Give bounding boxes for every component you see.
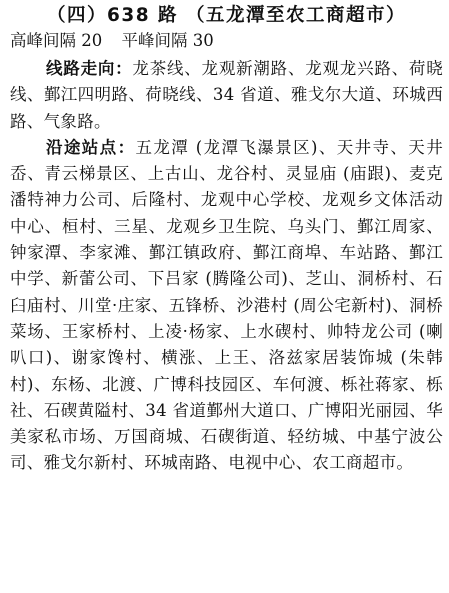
route-path-paragraph	[10, 56, 443, 135]
route-path-label: 线路走向：	[46, 59, 133, 78]
stops-text: 五龙潭 (龙潭飞瀑景区)、天井寺、天井岙、青云梯景区、上古山、龙谷村、灵显庙 (庙跟)、麦克潘特神力公司、后隆村、龙观中心学校、龙观乡文体活动中心、桓村、三星、龙观乡卫生院、乌头门、鄞江周家、钟家潭、李家滩、鄞江镇政府、鄞江商埠、车站路、鄞江中学、新蕾公司、下吕家 (腾隆公司)、芝山、洞桥村、石臼庙村、川堂·庄家、五锋桥、沙港村 (周公宅新村)、洞桥菜场、王家桥村、上凌·杨家、上水碶村、帅特龙公司 (喇叭口)、谢家馋村、横涨、上王、洛兹家居装饰城 (朱韩村)、东杨、北渡、广博科技园区、车何渡、栎社蒋家、栎社、石碶黄隘村、34 省道鄞州大道口、广博阳光丽园、华美家私市场、万国商城、石碶街道、轻纺城、中基宁波公司、雅戈尔新村、环城南路、电视中心、农工商超市。	[10, 137, 444, 473]
peak-interval: 高峰间隔 20	[10, 31, 103, 50]
stops-paragraph	[10, 135, 443, 477]
stops-label: 沿途站点：	[46, 137, 136, 157]
route-path-text: 龙茶线、龙观新潮路、龙观龙兴路、荷晓线、鄞江四明路、荷晓线、34 省道、雅戈尔大道、环城西路、气象路。	[10, 59, 444, 131]
service-intervals	[10, 30, 443, 52]
offpeak-interval: 平峰间隔 30	[121, 31, 214, 50]
route-title: （四）638 路 （五龙潭至农工商超市）	[47, 5, 406, 26]
